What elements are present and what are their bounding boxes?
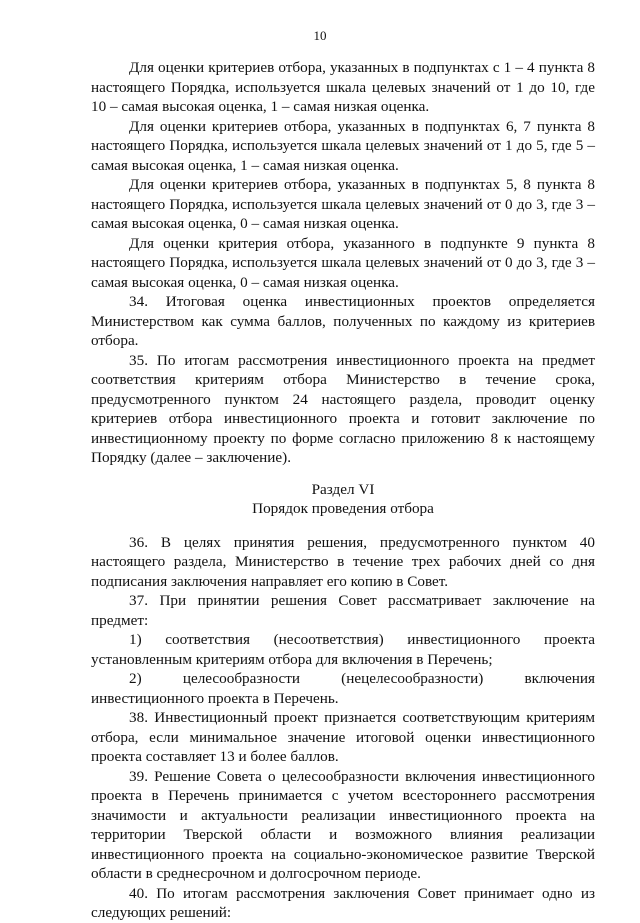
paragraph-scale-1-10: Для оценки критериев отбора, указанных в подпунктах с 1 – 4 пункта 8 настоящего Порядка, используется шкала целевых значений от 1 до 10, где 10 – самая высокая оценка, 1 – самая низкая оценка. bbox=[91, 59, 595, 115]
list-item-2: 2) целесообразности (нецелесообразности) включения инвестиционного проекта в Перечень. bbox=[91, 670, 595, 707]
paragraph-scale-0-3-b: Для оценки критерия отбора, указанного в подпункте 9 пункта 8 настоящего Порядка, используется шкала целевых значений от 0 до 3, где 3 – самая высокая оценка, 0 – самая низкая оценка. bbox=[91, 234, 595, 291]
list-item-1: 1) соответствия (несоответствия) инвестиционного проекта установленным критериям отбора для включения в Перечень; bbox=[91, 631, 595, 668]
document-body bbox=[91, 58, 595, 923]
paragraph-scale-0-3-a: Для оценки критериев отбора, указанных в подпунктах 5, 8 пункта 8 настоящего Порядка, используется шкала целевых значений от 0 до 3, где 3 – самая высокая оценка, 0 – самая низкая оценка. bbox=[91, 176, 595, 232]
paragraph-40: 40. По итогам рассмотрения заключения Совет принимает одно из следующих решений: bbox=[91, 884, 595, 921]
paragraph-34: 34. Итоговая оценка инвестиционных проектов определяется Министерством как сумма баллов, полученных по каждому из критериев отбора. bbox=[91, 293, 595, 349]
paragraph-38: 38. Инвестиционный проект признается соответствующим критериям отбора, если минимальное значение итоговой оценки инвестиционного проекта составляет 13 и более баллов. bbox=[91, 709, 595, 765]
paragraph-37: 37. При принятии решения Совет рассматривает заключение на предмет: bbox=[91, 592, 595, 629]
section-subtitle: Порядок проведения отбора bbox=[252, 500, 434, 517]
section-heading: Раздел VI bbox=[311, 480, 375, 498]
page-number: 10 bbox=[313, 28, 327, 43]
paragraph-scale-1-5: Для оценки критериев отбора, указанных в подпунктах 6, 7 пункта 8 настоящего Порядка, используется шкала целевых значений от 1 до 5, где 5 – самая высокая оценка, 1 – самая низкая оценка. bbox=[91, 117, 595, 174]
paragraph-36: 36. В целях принятия решения, предусмотренного пунктом 40 настоящего раздела, Министерство в течение трех рабочих дней со дня подписания заключения направляет его копию в Совет. bbox=[91, 533, 595, 590]
paragraph-35: 35. По итогам рассмотрения инвестиционного проекта на предмет соответствия критериям отбора Министерство в течение срока, предусмотренного пунктом 24 настоящего раздела, проводит оценку критериев отбора инвестиционного проекта и готовит заключение по инвестиционному проекту по форме согласно приложению 8 к настоящему Порядку (далее – заключение). bbox=[91, 351, 595, 466]
paragraph-39: 39. Решение Совета о целесообразности включения инвестиционного проекта в Перечень принимается с учетом всестороннего рассмотрения значимости и актуальности реализации инвестиционного проекта на территории Тверской области и возможного влияния реализации инвестиционного проекта на социально-экономическое развитие Тверской области в среднесрочном и долгосрочном периоде. bbox=[91, 767, 595, 882]
